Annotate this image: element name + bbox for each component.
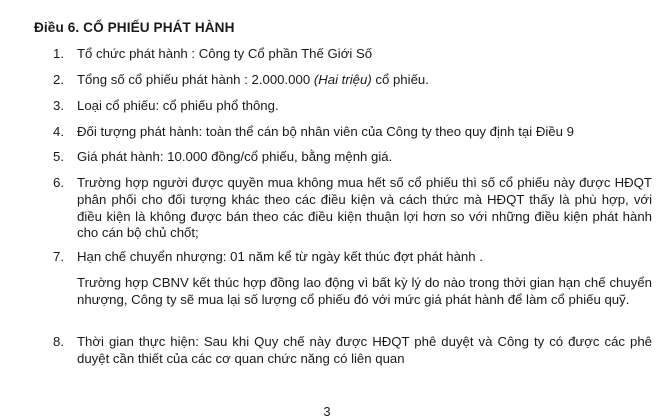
item-number: 6.: [53, 175, 64, 190]
item-paragraph: Thời gian thực hiện: Sau khi Quy chế này được HĐQT phê duyệt và Công ty có được các phê duyệt cần thiết của các cơ quan chức năng có liên quan: [77, 334, 652, 366]
item-text-part: Tổng số cổ phiếu phát hành : 2.000.000: [77, 72, 314, 87]
item-text: [77, 149, 652, 166]
item-text: [77, 124, 652, 141]
item-number: 8.: [53, 334, 64, 349]
page-number: 3: [323, 404, 331, 419]
item-paragraph: Tổ chức phát hành : Công ty Cổ phần Thế Giới Số: [77, 46, 373, 61]
item-paragraph-second: Trường hợp CBNV kết thúc hợp đồng lao động vì bất kỳ lý do nào trong thời gian hạn chế chuyển nhượng, Công ty sẽ mua lại số lượng cổ phiếu đó với mức giá phát hành để làm cổ phiếu quỹ.: [77, 274, 652, 307]
item-text-italic: (Hai triệu): [313, 72, 372, 87]
item-paragraph: [77, 72, 652, 89]
item-text-part: cổ phiếu.: [371, 72, 429, 87]
item-paragraph: Loại cổ phiếu: cổ phiếu phổ thông.: [77, 98, 279, 113]
item-text: [77, 334, 652, 368]
item-number: 7.: [53, 249, 64, 264]
item-number: 4.: [53, 124, 64, 139]
article-title: Điều 6. CỔ PHIẾU PHÁT HÀNH: [34, 20, 235, 35]
item-text: [77, 72, 652, 89]
item-text: [77, 249, 652, 308]
item-paragraph: Trường hợp người được quyền mua không mua hết số cổ phiếu thì số cổ phiếu này được HĐQT phân phối cho đối tượng khác theo các điều kiện và cách thức mà HĐQT thấy là phù hợp, với điều kiện là không được bán theo các điều kiện thuận lợi hơn so với những điều kiện phát hành cho cán bộ chủ chốt;: [77, 175, 652, 241]
item-number: 2.: [53, 72, 64, 87]
item-number: 5.: [53, 149, 64, 164]
item-text: [77, 98, 652, 115]
item-paragraph: Giá phát hành: 10.000 đồng/cổ phiếu, bằng mệnh giá.: [77, 149, 393, 164]
item-text: [77, 46, 652, 63]
item-paragraph: Hạn chế chuyển nhượng: 01 năm kể từ ngày kết thúc đợt phát hành .: [77, 249, 483, 264]
item-number: 1.: [53, 46, 64, 61]
item-number: 3.: [53, 98, 64, 113]
item-text: [77, 175, 652, 242]
item-paragraph: Đối tượng phát hành: toàn thể cán bộ nhân viên của Công ty theo quy định tại Điều 9: [77, 124, 574, 139]
